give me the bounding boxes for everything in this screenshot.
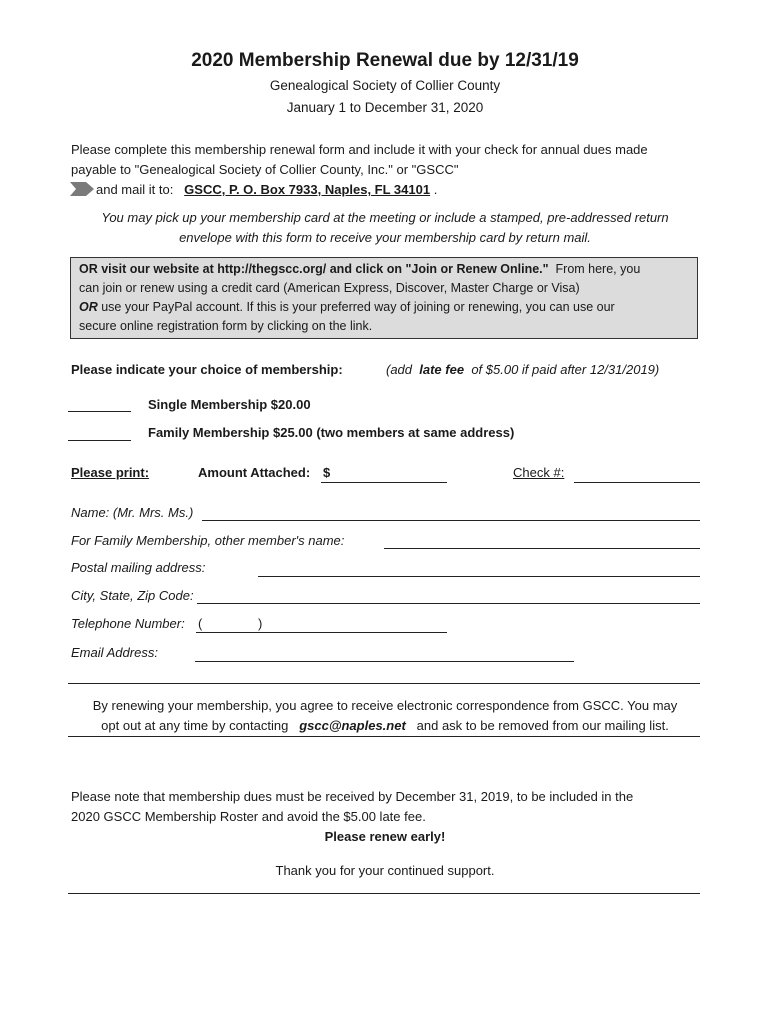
single-membership-checkline[interactable] xyxy=(68,411,131,412)
check-number-field[interactable] xyxy=(574,482,700,483)
intro-line-2: payable to "Genealogical Society of Collier County, Inc." or "GSCC" xyxy=(71,162,459,177)
late-fee-suffix: of $5.00 if paid after 12/31/2019) xyxy=(471,362,660,377)
area-code-close: ) xyxy=(258,616,263,631)
family-other-member-label: For Family Membership, other member's name: xyxy=(71,533,345,548)
renew-early-text: Please renew early! xyxy=(324,829,446,844)
family-membership-checkline[interactable] xyxy=(68,440,131,441)
late-fee-label: late fee xyxy=(419,362,465,377)
org-name: Genealogical Society of Collier County xyxy=(269,78,501,93)
page-title: 2020 Membership Renewal due by 12/31/19 xyxy=(191,50,579,71)
telephone-field[interactable] xyxy=(196,632,447,633)
dues-note-line-2: 2020 GSCC Membership Roster and avoid the $5.00 late fee. xyxy=(71,809,426,824)
section-divider-middle xyxy=(68,736,700,737)
telephone-label: Telephone Number: xyxy=(71,616,185,631)
pickup-line-1: You may pick up your membership card at the meeting or include a stamped, pre-addressed return xyxy=(101,210,669,225)
mail-to-period: . xyxy=(433,182,438,197)
paypal-or: OR xyxy=(79,300,98,314)
email-label: Email Address: xyxy=(71,645,158,660)
name-field[interactable] xyxy=(202,520,700,521)
website-callout: OR visit our website at http://thegscc.org/ and click on "Join or Renew Online." xyxy=(79,262,549,276)
dollar-sign: $ xyxy=(323,465,331,480)
arrow-right-icon xyxy=(70,182,94,196)
city-state-zip-label: City, State, Zip Code: xyxy=(71,588,194,603)
section-divider-bottom xyxy=(68,893,700,894)
consent-line-2-prefix: opt out at any time by contacting xyxy=(101,718,289,733)
section-divider-top xyxy=(68,683,700,684)
area-code-open: ( xyxy=(198,616,203,631)
amount-attached-label: Amount Attached: xyxy=(198,465,311,480)
mail-to-line xyxy=(96,180,437,200)
pickup-line-2: envelope with this form to receive your membership card by return mail. xyxy=(179,230,591,245)
paypal-text: use your PayPal account. If this is your preferred way of joining or renewing, you can use our xyxy=(101,300,615,314)
online-box-line-4: secure online registration form by clicking on the link. xyxy=(79,319,373,333)
online-box-line-2: can join or renew using a credit card (American Express, Discover, Master Charge or Visa) xyxy=(79,281,580,295)
family-other-member-field[interactable] xyxy=(384,548,700,549)
late-fee-prefix: (add xyxy=(386,362,413,377)
consent-line-1: By renewing your membership, you agree to receive electronic correspondence from GSCC. You may xyxy=(92,698,678,713)
intro-line-1: Please complete this membership renewal form and include it with your check for annual dues made xyxy=(71,142,648,157)
please-print-label: Please print: xyxy=(71,465,150,480)
name-label: Name: (Mr. Mrs. Ms.) xyxy=(71,505,194,520)
postal-address-label: Postal mailing address: xyxy=(71,560,206,575)
late-fee-note xyxy=(386,360,659,380)
amount-attached-field[interactable] xyxy=(321,482,447,483)
check-number-label: Check #: xyxy=(513,465,565,480)
thank-you-text: Thank you for your continued support. xyxy=(275,863,495,878)
family-membership-option: Family Membership $25.00 (two members at same address) xyxy=(148,425,515,440)
single-membership-option: Single Membership $20.00 xyxy=(148,397,311,412)
online-renewal-box xyxy=(70,257,698,339)
membership-choice-prompt: Please indicate your choice of membership: xyxy=(71,362,343,377)
email-field[interactable] xyxy=(195,661,574,662)
consent-line-2 xyxy=(0,716,770,736)
contact-email[interactable]: gscc@naples.net xyxy=(299,718,406,733)
consent-line-2-suffix: and ask to be removed from our mailing list. xyxy=(416,718,669,733)
postal-address-field[interactable] xyxy=(258,576,700,577)
membership-period: January 1 to December 31, 2020 xyxy=(286,100,484,115)
mailing-address: GSCC, P. O. Box 7933, Naples, FL 34101 xyxy=(184,182,431,197)
website-callout-rest: From here, you xyxy=(555,262,641,276)
city-state-zip-field[interactable] xyxy=(197,603,700,604)
online-box-line-3 xyxy=(79,298,697,317)
mail-to-label: and mail it to: xyxy=(96,182,174,197)
online-box-line-1 xyxy=(79,260,697,279)
dues-note-line-1: Please note that membership dues must be received by December 31, 2019, to be included in the xyxy=(71,789,634,804)
